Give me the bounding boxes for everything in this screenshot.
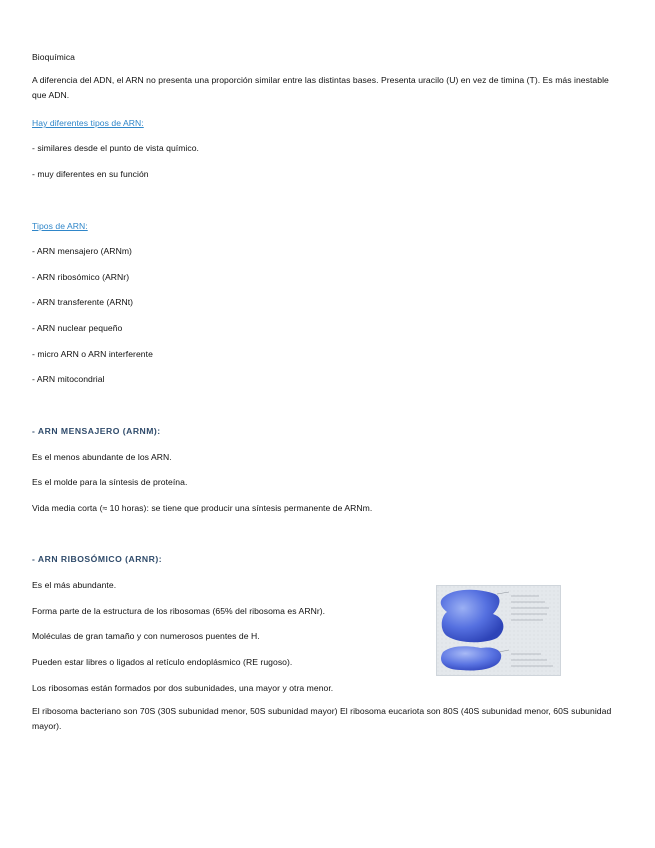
tipos-item: - similares desde el punto de vista químico. (32, 143, 199, 153)
mensajero-line: Vida media corta (≈ 10 horas): se tiene que producir una síntesis permanente de ARNm. (32, 503, 373, 513)
small-subunit-shape (441, 646, 501, 670)
tipos-item: - muy diferentes en su función (32, 169, 149, 179)
mensajero-line: Es el menos abundante de los ARN. (32, 452, 172, 462)
arn-type-item: - ARN nuclear pequeño (32, 323, 123, 333)
arn-type-item: - micro ARN o ARN interferente (32, 349, 153, 359)
ribosomico-line: Moléculas de gran tamaño y con numerosos puentes de H. (32, 631, 260, 641)
ribosomico-line: Pueden estar libres o ligados al retículo endoplásmico (RE rugoso). (32, 657, 293, 667)
tipos-de-arn-link[interactable]: Tipos de ARN: (32, 221, 88, 231)
ribosomico-line: Los ribosomas están formados por dos subunidades, una mayor y otra menor. (32, 683, 334, 693)
ribosome-icon (437, 586, 560, 675)
mensajero-heading: - ARN MENSAJERO (ARNM): (32, 426, 161, 436)
ribosome-subunits-illustration (436, 585, 561, 676)
tipos-link[interactable]: Hay diferentes tipos de ARN: (32, 118, 144, 128)
arn-type-item: - ARN ribosómico (ARNr) (32, 272, 130, 282)
arn-type-item: - ARN mitocondrial (32, 374, 105, 384)
intro-paragraph: A diferencia del ADN, el ARN no presenta una proporción similar entre las distintas bases. Presenta uracilo (U) en vez de timina (T). Es más inestable que ADN. (32, 75, 609, 100)
large-subunit-shape (441, 590, 504, 643)
ribosomico-line: Es el más abundante. (32, 580, 117, 590)
arn-type-item: - ARN mensajero (ARNm) (32, 246, 132, 256)
mensajero-line: Es el molde para la síntesis de proteína. (32, 477, 188, 487)
ribosomico-heading: - ARN RIBOSÓMICO (ARNR): (32, 554, 163, 564)
arn-type-item: - ARN transferente (ARNt) (32, 297, 134, 307)
document-title: Bioquímica (32, 52, 76, 62)
ribosomico-line: Forma parte de la estructura de los ribosomas (65% del ribosoma es ARNr). (32, 606, 326, 616)
ribosomico-final-paragraph: El ribosoma bacteriano son 70S (30S subunidad menor, 50S subunidad mayor) El ribosoma eucariota son 80S (40S subunidad menor, 60S subunidad mayor). (32, 706, 612, 731)
